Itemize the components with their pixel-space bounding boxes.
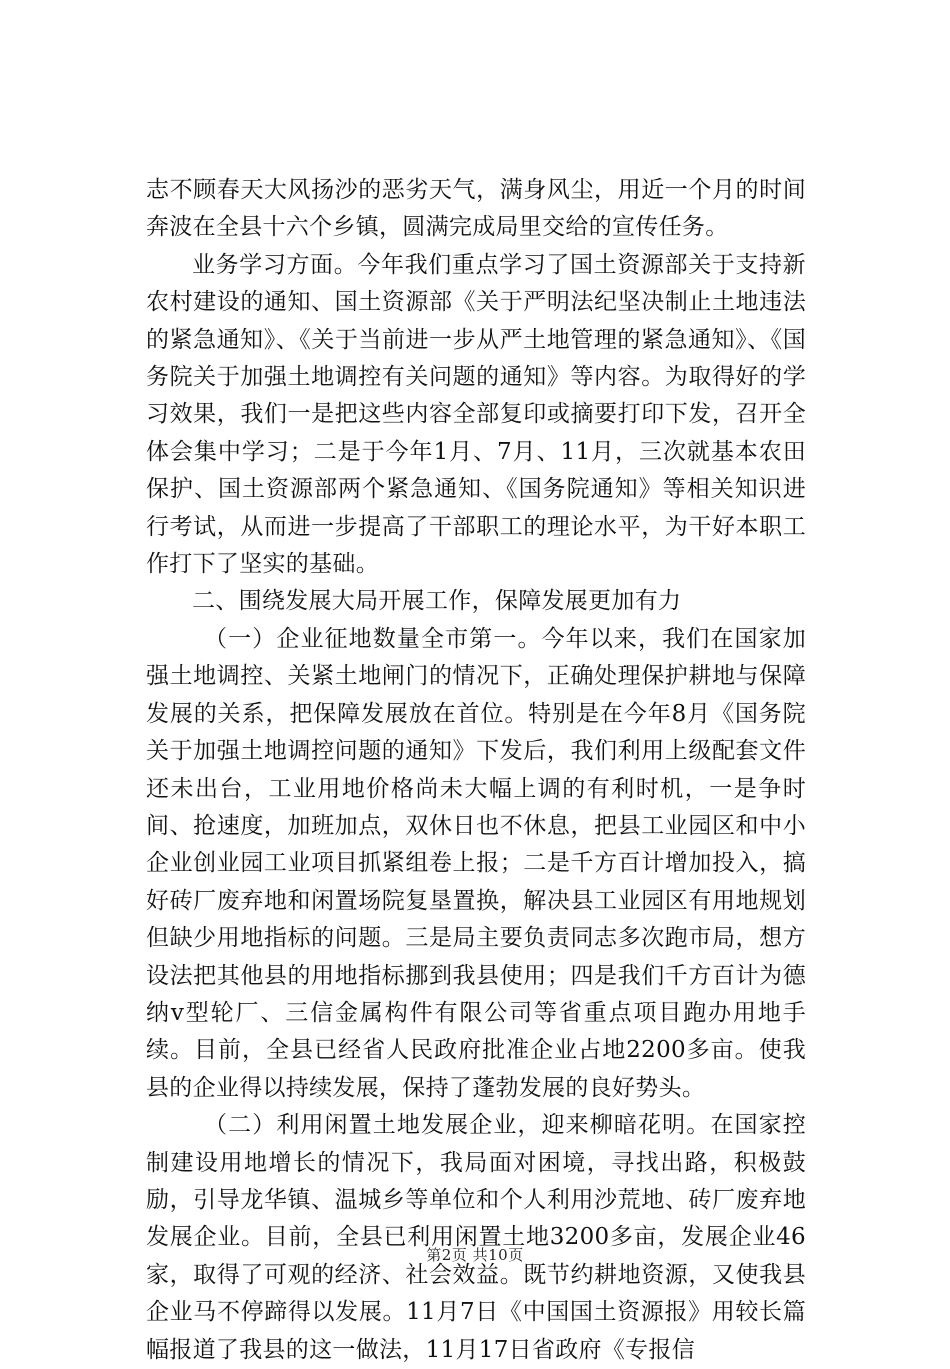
paragraph-subsection-1: （一）企业征地数量全市第一。今年以来，我们在国家加强土地调控、关紧土地闸门的情况下，正确处理保护耕地与保障发展的关系，把保障发展放在首位。特别是在今年8月《国务院关于加强土地调控问题的通知》下发后，我们利用上级配套文件还未出台，工业用地价格尚未大幅上调的有利时机，一是争时间、抢速度，加班加点，双休日也不休息，把县工业园区和中小企业创业园工业项目抓紧组卷上报；二是千方百计增加投入，搞好砖厂废弃地和闲置场院复垦置换，解决县工业园区有用地规划但缺少用地指标的问题。三是局主要负责同志多次跑市局，想方设法把其他县的用地指标挪到我县使用；四是我们千方百计为德纳v型轮厂、三信金属构件有限公司等省重点项目跑办用地手续。目前，全县已经省人民政府批准企业占地2200多亩。使我县的企业得以持续发展，保持了蓬勃发展的良好势头。: [146, 625, 806, 1101]
paragraph-subsection-2: （二）利用闲置土地发展企业，迎来柳暗花明。在国家控制建设用地增长的情况下，我局面对困境，寻找出路，积极鼓励，引导龙华镇、温城乡等单位和个人利用沙荒地、砖厂废弃地发展企业。目前，全县已利用闲置土地3200多亩，发展企业46家，取得了可观的经济、社会效益。既节约耕地资源，又使我县企业马不停蹄得以发展。11月7日《中国国土资源报》用较长篇幅报道了我县的这一做法，11月17日省政府《专报信: [146, 1112, 806, 1363]
page-footer: 第2页 共10页: [426, 1246, 524, 1264]
paragraph-business-study: 业务学习方面。今年我们重点学习了国土资源部关于支持新农村建设的通知、国土资源部《关于严明法纪坚决制止土地违法的紧急通知》、《关于当前进一步从严土地管理的紧急通知》、《国务院关于加强土地调控有关问题的通知》等内容。为取得好的学习效果，我们一是把这些内容全部复印或摘要打印下发，召开全体会集中学习；二是于今年1月、7月、11月，三次就基本农田保护、国土资源部两个紧急通知、《国务院通知》等相关知识进行考试，从而进一步提高了干部职工的理论水平，为干好本职工作打下了坚实的基础。: [146, 251, 806, 578]
section-heading-2: 二、围绕发展大局开展工作，保障发展更加有力: [192, 588, 682, 615]
paragraph-continuation: 志不顾春天大风扬沙的恶劣天气，满身风尘，用近一个月的时间奔波在全县十六个乡镇，圆满完成局里交给的宣传任务。: [146, 177, 806, 241]
document-body: [146, 172, 806, 1369]
